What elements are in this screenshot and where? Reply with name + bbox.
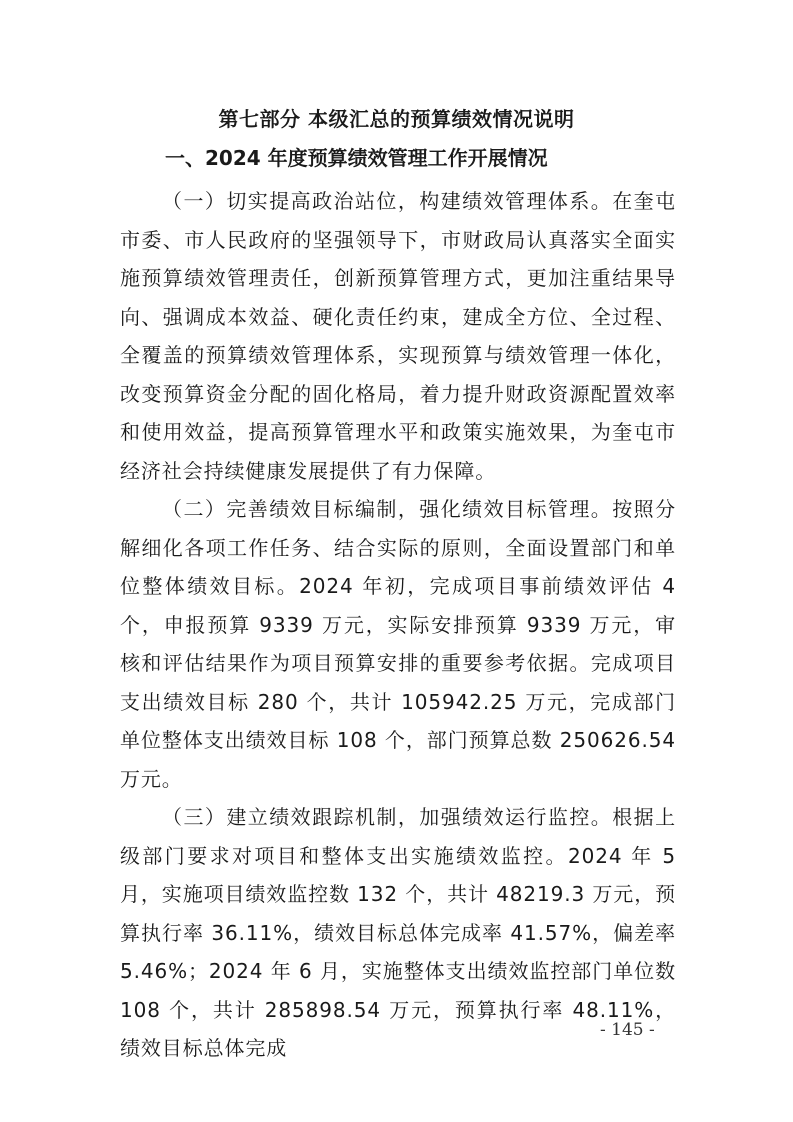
- paragraph-1: （一）切实提高政治站位，构建绩效管理体系。在奎屯市委、市人民政府的坚强领导下，市财政局认真落实全面实施预算绩效管理责任，创新预算管理方式，更加注重结果导向、强调成本效益、硬化责任约束，建成全方位、全过程、全覆盖的预算绩效管理体系，实现预算与绩效管理一体化，改变预算资金分配的固化格局，着力提升财政资源配置效率和使用效益，提高预算管理水平和政策实施效果，为奎屯市经济社会持续健康发展提供了有力保障。: [120, 189, 676, 483]
- page-number: - 145 -: [600, 1020, 655, 1040]
- subsection-heading: 一、2024 年度预算绩效管理工作开展情况: [165, 146, 548, 170]
- paragraph-2: （二）完善绩效目标编制，强化绩效目标管理。按照分解细化各项工作任务、结合实际的原则，全面设置部门和单位整体绩效目标。2024 年初，完成项目事前绩效评估 4 个，申报预算 9339 万元，实际安排预算 9339 万元，审核和评估结果作为项目预算安排的重要参考依据。完成项目支出绩效目标 280 个，共计 105942.25 万元，完成部门单位整体支出绩效目标 108 个，部门预算总数 250626.54 万元。: [120, 497, 676, 791]
- paragraph-3: （三）建立绩效跟踪机制，加强绩效运行监控。根据上级部门要求对项目和整体支出实施绩效监控。2024 年 5 月，实施项目绩效监控数 132 个，共计 48219.3 万元，预算执行率 36.11%，绩效目标总体完成率 41.57%，偏差率 5.46%；2024 年 6 月，实施整体支出绩效监控部门单位数 108 个，共计 285898.54 万元，预算执行率 48.11%，绩效目标总体完成: [120, 805, 677, 1060]
- body-text: [120, 182, 676, 1068]
- section-title: 第七部分 本级汇总的预算绩效情况说明: [218, 107, 575, 131]
